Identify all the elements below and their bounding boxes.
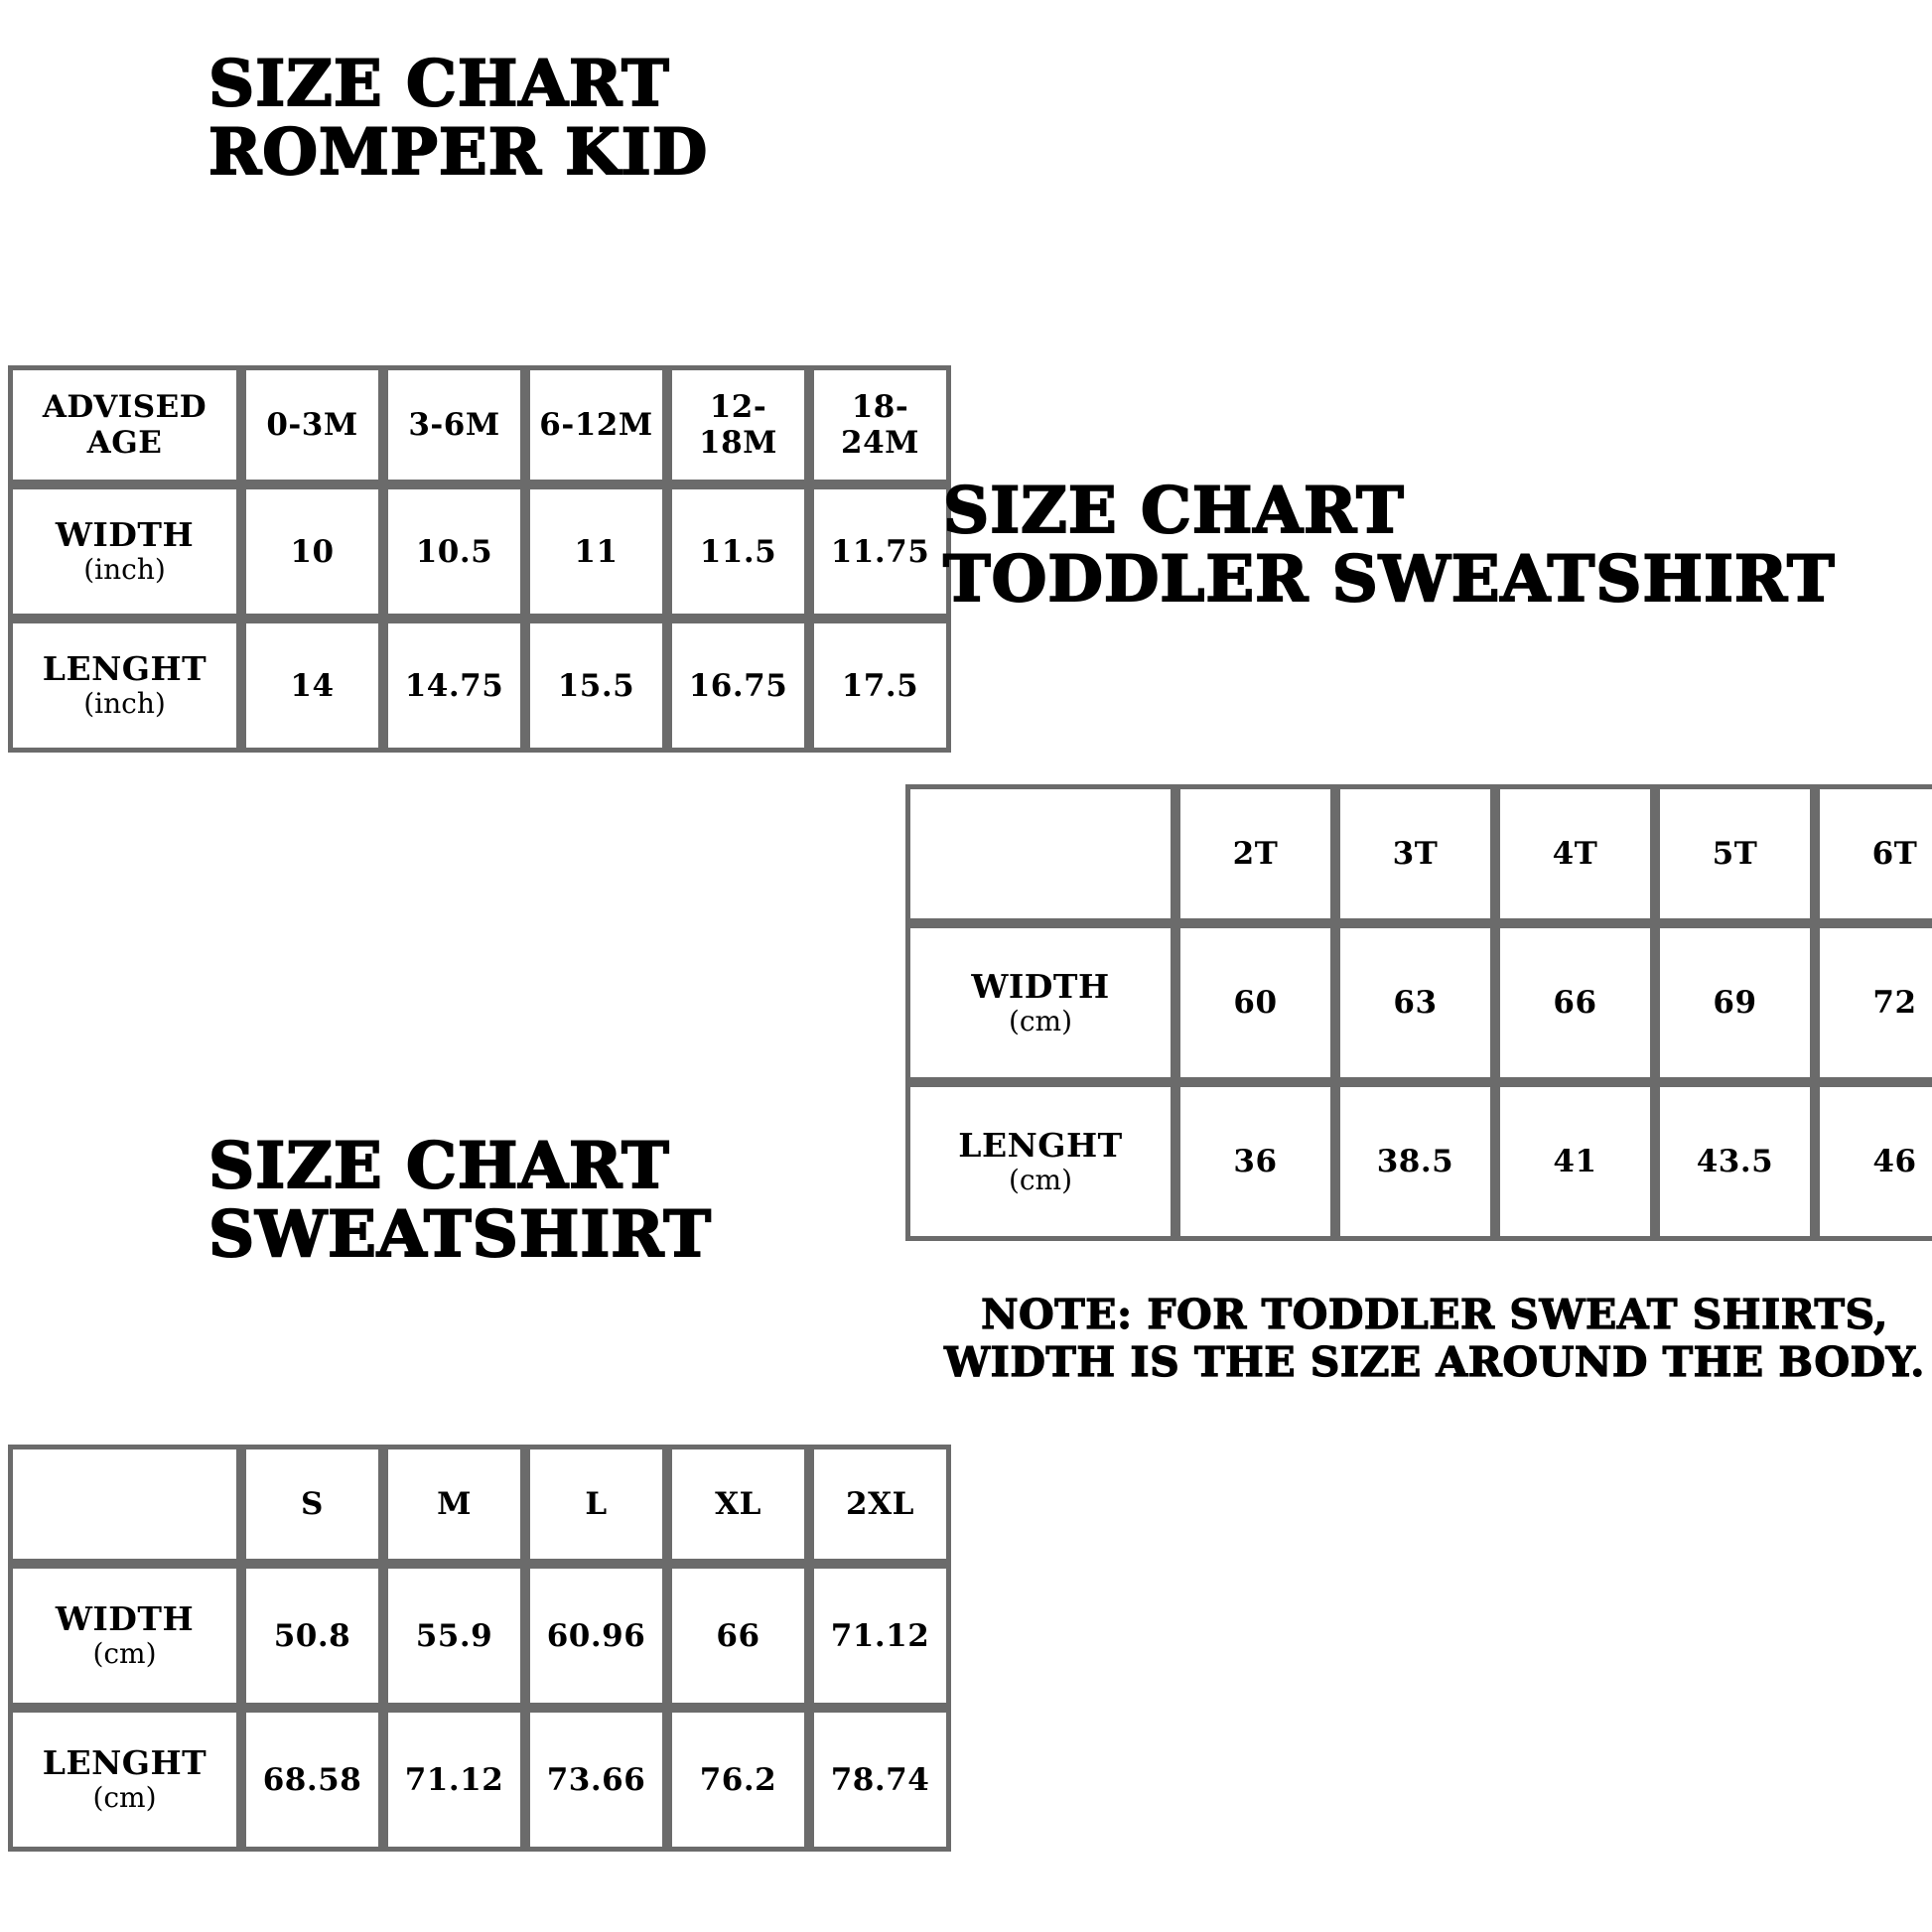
sweatshirt-col-header-2: M — [383, 1445, 525, 1564]
sweatshirt-row-unit-width: (cm) — [92, 1637, 157, 1671]
toddler-title-line-2: TODDLER SWEATSHIRT — [943, 542, 1836, 618]
sweatshirt-row-label-length — [8, 1708, 241, 1852]
sweatshirt-width-1: 55.9 — [383, 1564, 525, 1708]
toddler-size-table — [905, 784, 1932, 1241]
romper-row-label-width — [8, 484, 241, 619]
romper-col-header-3: 6-12M — [525, 365, 667, 484]
table-row — [8, 484, 951, 619]
romper-col-header-4: 12-18M — [667, 365, 809, 484]
sweatshirt-length-1: 71.12 — [383, 1708, 525, 1852]
sweatshirt-col-header-3: L — [525, 1445, 667, 1564]
romper-title-line-2: ROMPER KID — [208, 115, 709, 191]
toddler-col-header-0 — [905, 784, 1175, 923]
sweatshirt-row-label-width — [8, 1564, 241, 1708]
sweatshirt-col-header-0 — [8, 1445, 241, 1564]
sweatshirt-width-4: 71.12 — [809, 1564, 951, 1708]
romper-col-header-1: 0-3M — [241, 365, 383, 484]
table-row — [905, 923, 1932, 1082]
romper-size-table — [8, 365, 951, 753]
toddler-note-line-2: WIDTH IS THE SIZE AROUND THE BODY. — [944, 1338, 1925, 1387]
toddler-row-unit-length: (cm) — [1008, 1163, 1073, 1196]
toddler-col-header-5: 6T — [1815, 784, 1932, 923]
romper-length-3: 16.75 — [667, 619, 809, 753]
romper-width-0: 10 — [241, 484, 383, 619]
toddler-title-line-1: SIZE CHART — [943, 474, 1405, 548]
toddler-col-header-2: 3T — [1335, 784, 1495, 923]
toddler-width-2: 66 — [1495, 923, 1655, 1082]
romper-width-4: 11.75 — [809, 484, 951, 619]
toddler-col-header-1: 2T — [1175, 784, 1335, 923]
table-header-row — [905, 784, 1932, 923]
romper-row-label-length — [8, 619, 241, 753]
sweatshirt-col-header-5: 2XL — [809, 1445, 951, 1564]
romper-row-unit-length: (inch) — [83, 687, 166, 721]
table-header-row — [8, 1445, 951, 1564]
sweatshirt-title-line-1: SIZE CHART — [208, 1129, 670, 1203]
sweatshirt-length-4: 78.74 — [809, 1708, 951, 1852]
sweatshirt-length-2: 73.66 — [525, 1708, 667, 1852]
table-row — [905, 1082, 1932, 1241]
toddler-row-label-width — [905, 923, 1175, 1082]
sweatshirt-title-line-2: SWEATSHIRT — [208, 1197, 712, 1273]
table-row — [8, 619, 951, 753]
sweatshirt-col-header-4: XL — [667, 1445, 809, 1564]
sweatshirt-row-label-width-text: WIDTH — [55, 1599, 195, 1639]
romper-row-label-width-text: WIDTH — [55, 515, 195, 555]
toddler-length-3: 43.5 — [1655, 1082, 1815, 1241]
sweatshirt-width-3: 66 — [667, 1564, 809, 1708]
sweatshirt-col-header-1: S — [241, 1445, 383, 1564]
table-header-row — [8, 365, 951, 484]
sweatshirt-length-3: 76.2 — [667, 1708, 809, 1852]
toddler-note-line-1: NOTE: FOR TODDLER SWEAT SHIRTS, — [981, 1291, 1888, 1338]
sweatshirt-width-2: 60.96 — [525, 1564, 667, 1708]
toddler-row-label-length-text: LENGHT — [958, 1125, 1123, 1165]
romper-width-1: 10.5 — [383, 484, 525, 619]
romper-col-header-0: ADVISED AGE — [8, 365, 241, 484]
sweatshirt-chart-title — [208, 1129, 712, 1273]
sweatshirt-row-label-length-text: LENGHT — [42, 1743, 207, 1783]
toddler-width-4: 72 — [1815, 923, 1932, 1082]
toddler-width-3: 69 — [1655, 923, 1815, 1082]
table-row — [8, 1708, 951, 1852]
sweatshirt-row-unit-length: (cm) — [92, 1781, 157, 1815]
romper-chart-title — [208, 47, 709, 191]
toddler-width-0: 60 — [1175, 923, 1335, 1082]
toddler-row-label-width-text: WIDTH — [971, 966, 1110, 1006]
toddler-row-unit-width: (cm) — [1008, 1004, 1073, 1037]
toddler-length-4: 46 — [1815, 1082, 1932, 1241]
romper-width-3: 11.5 — [667, 484, 809, 619]
sweatshirt-size-table — [8, 1445, 951, 1852]
romper-length-4: 17.5 — [809, 619, 951, 753]
toddler-length-0: 36 — [1175, 1082, 1335, 1241]
table-row — [8, 1564, 951, 1708]
toddler-note — [943, 1291, 1926, 1387]
romper-width-2: 11 — [525, 484, 667, 619]
toddler-col-header-4: 5T — [1655, 784, 1815, 923]
toddler-chart-title — [943, 474, 1836, 618]
toddler-length-1: 38.5 — [1335, 1082, 1495, 1241]
toddler-col-header-3: 4T — [1495, 784, 1655, 923]
romper-length-2: 15.5 — [525, 619, 667, 753]
romper-col-header-2: 3-6M — [383, 365, 525, 484]
romper-row-label-length-text: LENGHT — [42, 649, 207, 689]
romper-col-header-5: 18-24M — [809, 365, 951, 484]
sweatshirt-width-0: 50.8 — [241, 1564, 383, 1708]
toddler-width-1: 63 — [1335, 923, 1495, 1082]
romper-row-unit-width: (inch) — [83, 553, 166, 587]
sweatshirt-length-0: 68.58 — [241, 1708, 383, 1852]
romper-length-0: 14 — [241, 619, 383, 753]
romper-length-1: 14.75 — [383, 619, 525, 753]
toddler-row-label-length — [905, 1082, 1175, 1241]
romper-title-line-1: SIZE CHART — [208, 47, 670, 121]
toddler-length-2: 41 — [1495, 1082, 1655, 1241]
